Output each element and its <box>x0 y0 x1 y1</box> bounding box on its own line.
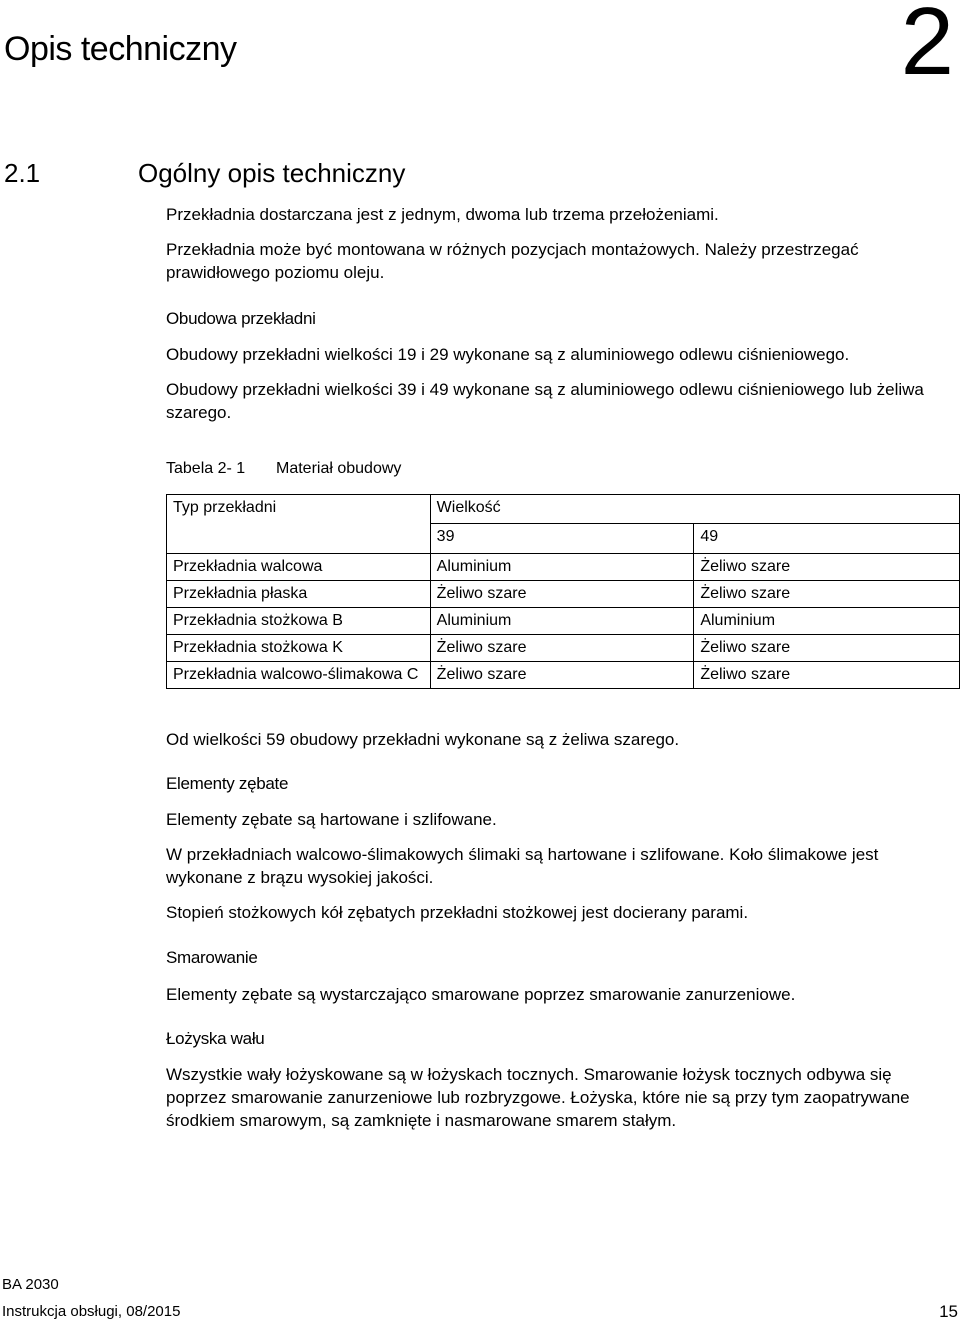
table-caption-title: Materiał obudowy <box>276 460 402 477</box>
section-number: 2.1 <box>4 158 41 188</box>
bearings-heading: Łożyska wału <box>166 1029 265 1048</box>
cell-type: Przekładnia stożkowa B <box>167 608 431 635</box>
table-header-row <box>167 495 960 524</box>
cell-size-39: Żeliwo szare <box>430 662 694 689</box>
section-title: Ogólny opis techniczny <box>138 158 406 188</box>
cell-type: Przekładnia stożkowa K <box>167 635 431 662</box>
column-header-type: Typ przekładni <box>167 495 431 554</box>
cell-size-39: Aluminium <box>430 608 694 635</box>
housing-heading: Obudowa przekładni <box>166 309 316 328</box>
table-row <box>167 554 960 581</box>
cell-size-39: Aluminium <box>430 554 694 581</box>
housing-paragraph-2: Obudowy przekładni wielkości 39 i 49 wykonane są z aluminiowego odlewu ciśnieniowego lub żeliwa szarego. <box>166 380 924 422</box>
cell-type: Przekładnia walcowa <box>167 554 431 581</box>
cell-size-39: Żeliwo szare <box>430 635 694 662</box>
cell-size-49: Żeliwo szare <box>694 635 960 662</box>
lubrication-heading: Smarowanie <box>166 948 258 967</box>
cell-type: Przekładnia płaska <box>167 581 431 608</box>
intro-paragraph-1: Przekładnia dostarczana jest z jednym, dwoma lub trzema przełożeniami. <box>166 205 719 224</box>
bearings-paragraph-1: Wszystkie wały łożyskowane są w łożyskach tocznych. Smarowanie łożysk tocznych odbywa się poprzez smarowanie zanurzeniowe lub rozbryzgowe. Łożyska, które nie są przy tym zaopatrywane środkiem smarowym, są zamknięte i nasmarowane smarem stałym. <box>166 1065 910 1130</box>
lubrication-paragraph-1: Elementy zębate są wystarczająco smarowane poprzez smarowanie zanurzeniowe. <box>166 985 796 1004</box>
gears-heading: Elementy zębate <box>166 774 289 793</box>
column-header-size-49: 49 <box>694 524 960 554</box>
footer-manual-info: Instrukcja obsługi, 08/2015 <box>2 1303 181 1320</box>
table-row <box>167 635 960 662</box>
cell-type: Przekładnia walcowo-ślimakowa C <box>167 662 431 689</box>
gears-paragraph-1: Elementy zębate są hartowane i szlifowane. <box>166 810 497 829</box>
column-header-size-39: 39 <box>430 524 694 554</box>
table-row <box>167 662 960 689</box>
footer-page-number: 15 <box>939 1302 958 1321</box>
cell-size-49: Aluminium <box>694 608 960 635</box>
gears-paragraph-3: Stopień stożkowych kół zębatych przekładni stożkowej jest docierany parami. <box>166 903 749 922</box>
cell-size-39: Żeliwo szare <box>430 581 694 608</box>
column-header-size: Wielkość <box>430 495 959 524</box>
cell-size-49: Żeliwo szare <box>694 554 960 581</box>
table-row <box>167 608 960 635</box>
cell-size-49: Żeliwo szare <box>694 662 960 689</box>
housing-material-table <box>166 494 960 689</box>
cell-size-49: Żeliwo szare <box>694 581 960 608</box>
housing-paragraph-1: Obudowy przekładni wielkości 19 i 29 wykonane są z aluminiowego odlewu ciśnieniowego. <box>166 345 850 364</box>
footer-document-code: BA 2030 <box>2 1276 59 1293</box>
table-row <box>167 581 960 608</box>
gears-paragraph-2: W przekładniach walcowo-ślimakowych ślimaki są hartowane i szlifowane. Koło ślimakowe jest wykonane z brązu wysokiej jakości. <box>166 845 879 887</box>
intro-paragraph-2: Przekładnia może być montowana w różnych pozycjach montażowych. Należy przestrzegać prawidłowego poziomu oleju. <box>166 240 859 282</box>
table-caption-label: Tabela 2- 1 <box>166 460 246 477</box>
chapter-title: Opis techniczny <box>4 30 237 68</box>
chapter-number: 2 <box>900 0 954 95</box>
table-note: Od wielkości 59 obudowy przekładni wykonane są z żeliwa szarego. <box>166 730 680 749</box>
